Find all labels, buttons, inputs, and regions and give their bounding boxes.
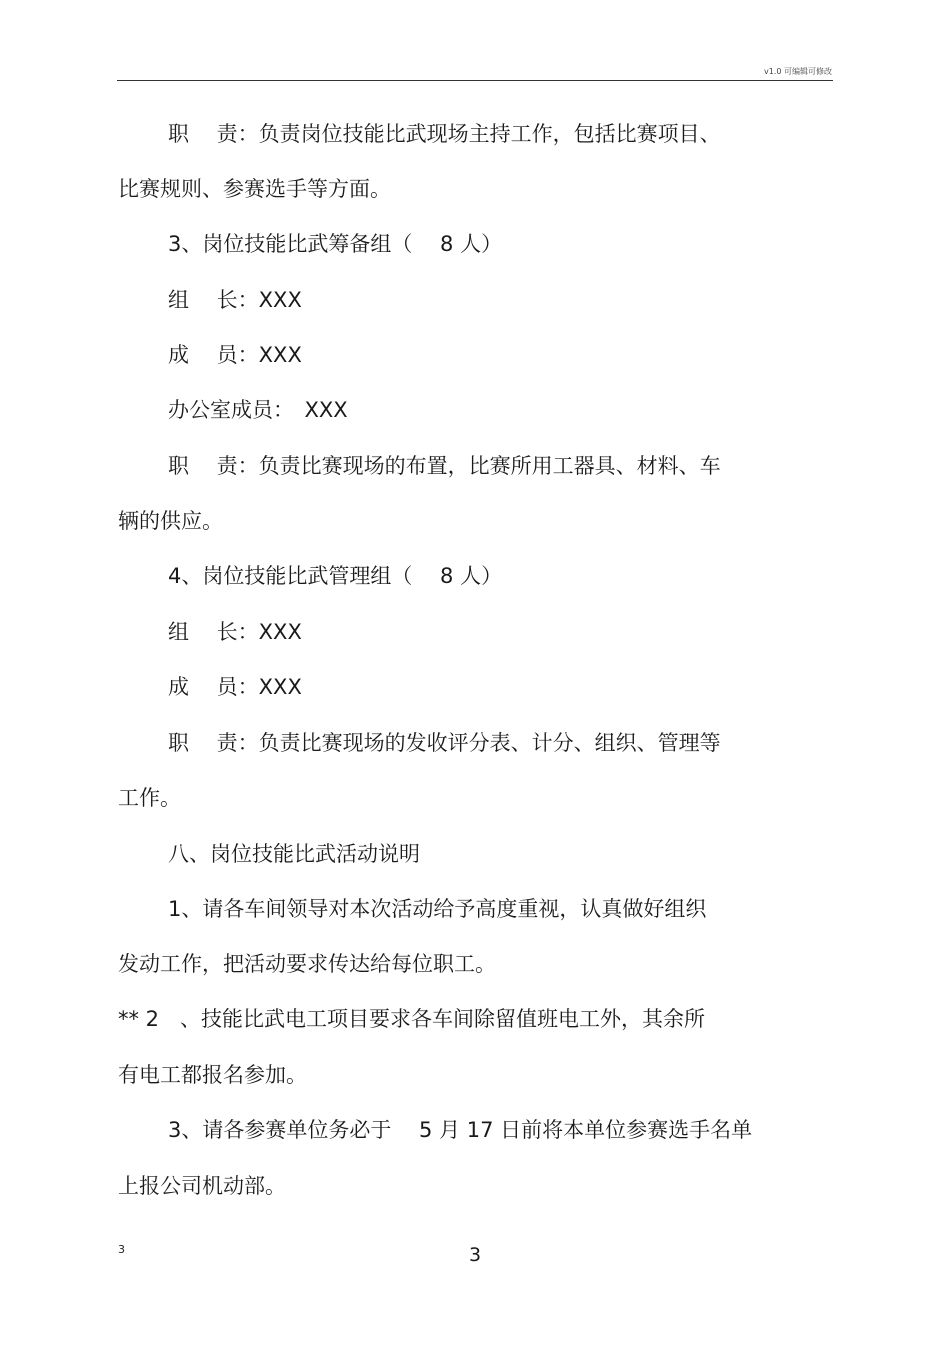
paragraph-line: 成 员：XXX — [168, 675, 302, 699]
paragraph-line: 1、请各车间领导对本次活动给予高度重视，认真做好组织 — [168, 897, 707, 921]
paragraph-line: 组 长：XXX — [168, 288, 302, 312]
paragraph-line: 办公室成员： XXX — [168, 398, 348, 422]
header-version-note: v1.0 可编辑可修改 — [764, 67, 832, 76]
paragraph-line: 比赛规则、参赛选手等方面。 — [118, 177, 391, 201]
paragraph-line: 职 责：负责比赛现场的布置，比赛所用工器具、材料、车 — [168, 454, 721, 478]
section-heading: 4、岗位技能比武管理组（ 8 人） — [168, 564, 503, 588]
paragraph-line: 组 长：XXX — [168, 620, 302, 644]
footer-page-number: 3 — [468, 1244, 482, 1266]
paragraph-line: 职 责：负责比赛现场的发收评分表、计分、组织、管理等 — [168, 731, 721, 755]
paragraph-line: 职 责：负责岗位技能比武现场主持工作，包括比赛项目、 — [168, 122, 721, 146]
paragraph-line: 成 员：XXX — [168, 343, 302, 367]
section-heading: 3、岗位技能比武筹备组（ 8 人） — [168, 232, 503, 256]
section-heading: 八、岗位技能比武活动说明 — [168, 842, 420, 866]
paragraph-line: 上报公司机动部。 — [118, 1174, 286, 1198]
paragraph-line: 3、请各参赛单位务必于 5 月 17 日前将本单位参赛选手名单 — [168, 1118, 753, 1142]
paragraph-line: ** 2 、技能比武电工项目要求各车间除留值班电工外，其余所 — [118, 1007, 706, 1031]
footer-page-number-left: 3 — [118, 1243, 125, 1256]
paragraph-line: 工作。 — [118, 786, 181, 810]
paragraph-line: 辆的供应。 — [118, 509, 223, 533]
paragraph-line: 发动工作，把活动要求传达给每位职工。 — [118, 952, 496, 976]
paragraph-line: 有电工都报名参加。 — [118, 1063, 307, 1087]
header-rule — [117, 80, 833, 81]
